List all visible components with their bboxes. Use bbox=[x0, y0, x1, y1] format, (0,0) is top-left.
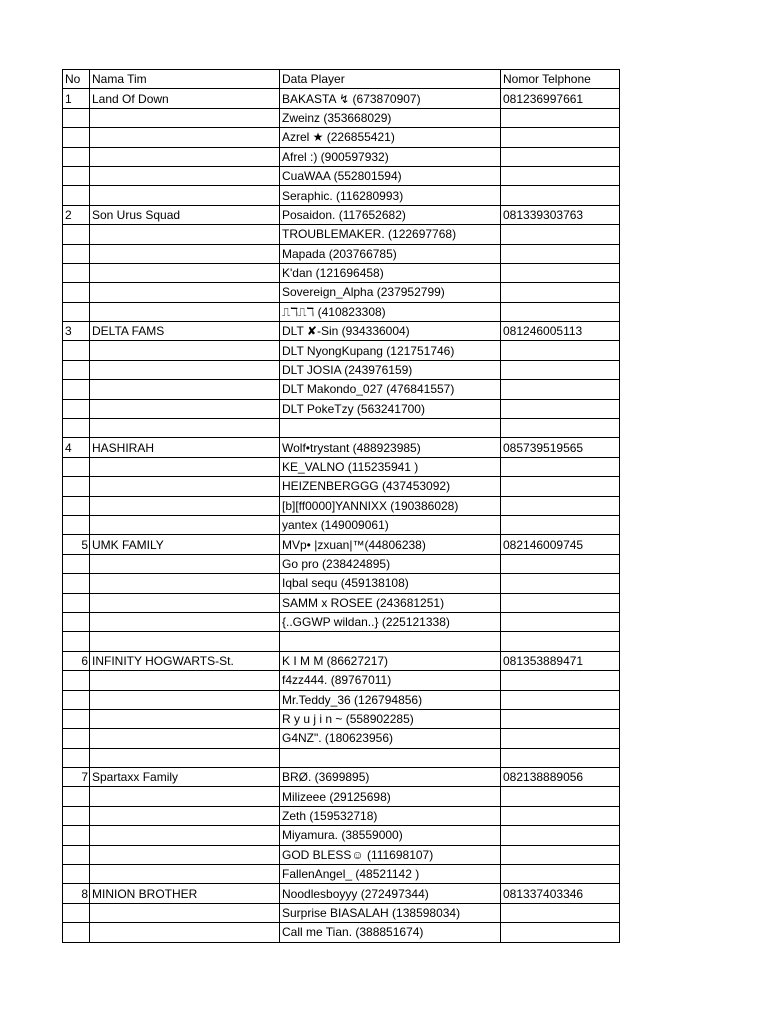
cell-no bbox=[63, 826, 90, 845]
table-row bbox=[63, 671, 620, 690]
cell-phone bbox=[501, 748, 620, 767]
cell-phone bbox=[501, 186, 620, 205]
table-row bbox=[63, 128, 620, 147]
table-row bbox=[63, 147, 620, 166]
cell-team-name bbox=[90, 225, 280, 244]
cell-player: FallenAngel_ (48521142 ) bbox=[280, 865, 501, 884]
cell-phone bbox=[501, 729, 620, 748]
cell-no bbox=[63, 748, 90, 767]
team-roster-table bbox=[62, 69, 620, 943]
cell-player: Iqbal sequ (459138108) bbox=[280, 574, 501, 593]
cell-phone bbox=[501, 477, 620, 496]
cell-player: G4NZ". (180623956) bbox=[280, 729, 501, 748]
cell-player: ⎍ℸ⎍ℸ (410823308) bbox=[280, 302, 501, 321]
cell-team-name bbox=[90, 574, 280, 593]
table-row bbox=[63, 748, 620, 767]
table-row bbox=[63, 709, 620, 728]
table-row bbox=[63, 380, 620, 399]
cell-no: 8 bbox=[63, 884, 90, 903]
cell-player: yantex (149009061) bbox=[280, 515, 501, 534]
cell-team-name bbox=[90, 632, 280, 651]
header-player-data: Data Player bbox=[280, 70, 501, 89]
cell-player: Mapada (203766785) bbox=[280, 244, 501, 263]
cell-phone bbox=[501, 302, 620, 321]
cell-phone bbox=[501, 380, 620, 399]
cell-no bbox=[63, 302, 90, 321]
cell-player: [b][ff0000]YANNIXX (190386028) bbox=[280, 496, 501, 515]
cell-team-name: Spartaxx Family bbox=[90, 768, 280, 787]
cell-team-name bbox=[90, 612, 280, 631]
cell-phone bbox=[501, 709, 620, 728]
cell-phone bbox=[501, 341, 620, 360]
cell-player: Sovereign_Alpha (237952799) bbox=[280, 283, 501, 302]
cell-team-name bbox=[90, 826, 280, 845]
cell-phone bbox=[501, 283, 620, 302]
cell-no bbox=[63, 806, 90, 825]
cell-phone: 082146009745 bbox=[501, 535, 620, 554]
table-row bbox=[63, 768, 620, 787]
cell-player: MVp• |zxuan|™(44806238) bbox=[280, 535, 501, 554]
cell-player: Go pro (238424895) bbox=[280, 554, 501, 573]
cell-player: K I M M (86627217) bbox=[280, 651, 501, 670]
cell-phone: 081353889471 bbox=[501, 651, 620, 670]
cell-phone bbox=[501, 147, 620, 166]
cell-player: Zeth (159532718) bbox=[280, 806, 501, 825]
cell-team-name: HASHIRAH bbox=[90, 438, 280, 457]
cell-no bbox=[63, 612, 90, 631]
cell-team-name bbox=[90, 380, 280, 399]
table-row bbox=[63, 923, 620, 942]
cell-no bbox=[63, 865, 90, 884]
cell-no bbox=[63, 515, 90, 534]
cell-player: HEIZENBERGGG (437453092) bbox=[280, 477, 501, 496]
cell-phone bbox=[501, 263, 620, 282]
cell-phone bbox=[501, 903, 620, 922]
cell-no: 3 bbox=[63, 322, 90, 341]
cell-player: Azrel ★ (226855421) bbox=[280, 128, 501, 147]
cell-phone bbox=[501, 574, 620, 593]
cell-phone bbox=[501, 457, 620, 476]
header-row bbox=[63, 70, 620, 89]
table-row bbox=[63, 903, 620, 922]
cell-team-name bbox=[90, 244, 280, 263]
cell-team-name: Land Of Down bbox=[90, 89, 280, 108]
header-no: No bbox=[63, 70, 90, 89]
cell-no bbox=[63, 671, 90, 690]
cell-team-name: MINION BROTHER bbox=[90, 884, 280, 903]
cell-team-name bbox=[90, 341, 280, 360]
table-row bbox=[63, 225, 620, 244]
cell-no bbox=[63, 166, 90, 185]
cell-team-name bbox=[90, 806, 280, 825]
cell-no bbox=[63, 729, 90, 748]
cell-phone: 081337403346 bbox=[501, 884, 620, 903]
cell-player: BAKASTA ↯ (673870907) bbox=[280, 89, 501, 108]
cell-player: KE_VALNO (115235941 ) bbox=[280, 457, 501, 476]
cell-player: Afrel :) (900597932) bbox=[280, 147, 501, 166]
cell-phone bbox=[501, 399, 620, 418]
cell-phone: 085739519565 bbox=[501, 438, 620, 457]
cell-player: TROUBLEMAKER. (122697768) bbox=[280, 225, 501, 244]
cell-team-name bbox=[90, 147, 280, 166]
cell-no bbox=[63, 709, 90, 728]
table-row bbox=[63, 612, 620, 631]
cell-team-name bbox=[90, 186, 280, 205]
cell-player: {..GGWP wildan..} (225121338) bbox=[280, 612, 501, 631]
table-row bbox=[63, 244, 620, 263]
cell-phone bbox=[501, 496, 620, 515]
cell-phone bbox=[501, 845, 620, 864]
table-row bbox=[63, 205, 620, 224]
cell-no: 7 bbox=[63, 768, 90, 787]
cell-no bbox=[63, 457, 90, 476]
cell-phone bbox=[501, 593, 620, 612]
cell-phone: 081246005113 bbox=[501, 322, 620, 341]
cell-no bbox=[63, 225, 90, 244]
cell-no bbox=[63, 787, 90, 806]
cell-team-name bbox=[90, 865, 280, 884]
table-row bbox=[63, 826, 620, 845]
cell-phone bbox=[501, 108, 620, 127]
cell-no: 4 bbox=[63, 438, 90, 457]
cell-team-name bbox=[90, 787, 280, 806]
cell-player: f4zz444. (89767011) bbox=[280, 671, 501, 690]
cell-phone bbox=[501, 128, 620, 147]
table-row bbox=[63, 438, 620, 457]
cell-team-name bbox=[90, 748, 280, 767]
cell-player: DLT ✘-Sin (934336004) bbox=[280, 322, 501, 341]
cell-player: Surprise BIASALAH (138598034) bbox=[280, 903, 501, 922]
table-row bbox=[63, 322, 620, 341]
table-row bbox=[63, 845, 620, 864]
cell-phone bbox=[501, 419, 620, 438]
table-row bbox=[63, 632, 620, 651]
cell-player: Zweinz (353668029) bbox=[280, 108, 501, 127]
table-row bbox=[63, 651, 620, 670]
table-row bbox=[63, 574, 620, 593]
cell-team-name bbox=[90, 166, 280, 185]
cell-phone bbox=[501, 865, 620, 884]
cell-team-name bbox=[90, 360, 280, 379]
cell-team-name bbox=[90, 554, 280, 573]
table-row bbox=[63, 89, 620, 108]
cell-player: GOD BLESS☺ (111698107) bbox=[280, 845, 501, 864]
cell-player: Call me Tian. (388851674) bbox=[280, 923, 501, 942]
cell-phone: 082138889056 bbox=[501, 768, 620, 787]
cell-no bbox=[63, 283, 90, 302]
cell-no bbox=[63, 593, 90, 612]
cell-no bbox=[63, 244, 90, 263]
cell-phone: 081236997661 bbox=[501, 89, 620, 108]
cell-player: Noodlesboyyy (272497344) bbox=[280, 884, 501, 903]
table-row bbox=[63, 399, 620, 418]
cell-team-name bbox=[90, 496, 280, 515]
cell-team-name bbox=[90, 128, 280, 147]
table-row bbox=[63, 554, 620, 573]
table-row bbox=[63, 419, 620, 438]
cell-player bbox=[280, 419, 501, 438]
cell-phone bbox=[501, 923, 620, 942]
cell-player: SAMM x ROSEE (243681251) bbox=[280, 593, 501, 612]
table-row bbox=[63, 263, 620, 282]
cell-phone bbox=[501, 244, 620, 263]
cell-phone bbox=[501, 826, 620, 845]
table-row bbox=[63, 302, 620, 321]
cell-phone bbox=[501, 806, 620, 825]
cell-team-name: INFINITY HOGWARTS-St. bbox=[90, 651, 280, 670]
cell-phone bbox=[501, 787, 620, 806]
cell-no bbox=[63, 554, 90, 573]
cell-player: DLT JOSIA (243976159) bbox=[280, 360, 501, 379]
cell-team-name bbox=[90, 923, 280, 942]
cell-no: 5 bbox=[63, 535, 90, 554]
cell-phone bbox=[501, 360, 620, 379]
table-row bbox=[63, 457, 620, 476]
cell-team-name bbox=[90, 729, 280, 748]
table-row bbox=[63, 535, 620, 554]
cell-team-name bbox=[90, 477, 280, 496]
cell-no bbox=[63, 147, 90, 166]
cell-team-name bbox=[90, 419, 280, 438]
cell-team-name: UMK FAMILY bbox=[90, 535, 280, 554]
table-body bbox=[63, 89, 620, 942]
cell-team-name bbox=[90, 690, 280, 709]
cell-phone bbox=[501, 225, 620, 244]
cell-player bbox=[280, 632, 501, 651]
cell-team-name: Son Urus Squad bbox=[90, 205, 280, 224]
table-row bbox=[63, 787, 620, 806]
cell-team-name bbox=[90, 302, 280, 321]
cell-player: DLT NyongKupang (121751746) bbox=[280, 341, 501, 360]
cell-no bbox=[63, 477, 90, 496]
cell-player: DLT PokeTzy (563241700) bbox=[280, 399, 501, 418]
cell-team-name: DELTA FAMS bbox=[90, 322, 280, 341]
cell-team-name bbox=[90, 845, 280, 864]
table-row bbox=[63, 865, 620, 884]
table-row bbox=[63, 166, 620, 185]
table-row bbox=[63, 515, 620, 534]
cell-no bbox=[63, 845, 90, 864]
table-row bbox=[63, 108, 620, 127]
table-row bbox=[63, 593, 620, 612]
table-row bbox=[63, 341, 620, 360]
cell-no bbox=[63, 380, 90, 399]
cell-player: R y u j i n ~ (558902285) bbox=[280, 709, 501, 728]
cell-no: 1 bbox=[63, 89, 90, 108]
cell-team-name bbox=[90, 593, 280, 612]
cell-player: Miyamura. (38559000) bbox=[280, 826, 501, 845]
cell-phone bbox=[501, 690, 620, 709]
table-row bbox=[63, 477, 620, 496]
cell-no: 2 bbox=[63, 205, 90, 224]
cell-no bbox=[63, 108, 90, 127]
table-row bbox=[63, 186, 620, 205]
cell-no bbox=[63, 186, 90, 205]
table-row bbox=[63, 806, 620, 825]
table-row bbox=[63, 360, 620, 379]
cell-team-name bbox=[90, 903, 280, 922]
cell-team-name bbox=[90, 457, 280, 476]
cell-no bbox=[63, 419, 90, 438]
header-team-name: Nama Tim bbox=[90, 70, 280, 89]
cell-player bbox=[280, 748, 501, 767]
cell-no bbox=[63, 632, 90, 651]
cell-team-name bbox=[90, 283, 280, 302]
cell-team-name bbox=[90, 709, 280, 728]
cell-no: 6 bbox=[63, 651, 90, 670]
table-row bbox=[63, 690, 620, 709]
cell-no bbox=[63, 496, 90, 515]
cell-no bbox=[63, 341, 90, 360]
cell-team-name bbox=[90, 515, 280, 534]
cell-player: Milizeee (29125698) bbox=[280, 787, 501, 806]
cell-no bbox=[63, 128, 90, 147]
cell-phone bbox=[501, 632, 620, 651]
header-phone-number: Nomor Telphone bbox=[501, 70, 620, 89]
table-row bbox=[63, 283, 620, 302]
cell-no bbox=[63, 360, 90, 379]
cell-no bbox=[63, 574, 90, 593]
cell-phone bbox=[501, 166, 620, 185]
cell-team-name bbox=[90, 263, 280, 282]
cell-phone: 081339303763 bbox=[501, 205, 620, 224]
table-row bbox=[63, 729, 620, 748]
cell-phone bbox=[501, 612, 620, 631]
cell-no bbox=[63, 690, 90, 709]
cell-player: BRØ. (3699895) bbox=[280, 768, 501, 787]
cell-phone bbox=[501, 515, 620, 534]
cell-no bbox=[63, 903, 90, 922]
cell-player: Mr.Teddy_36 (126794856) bbox=[280, 690, 501, 709]
cell-team-name bbox=[90, 671, 280, 690]
cell-player: DLT Makondo_027 (476841557) bbox=[280, 380, 501, 399]
table-row bbox=[63, 884, 620, 903]
cell-team-name bbox=[90, 399, 280, 418]
cell-no bbox=[63, 923, 90, 942]
cell-player: Wolf•trystant (488923985) bbox=[280, 438, 501, 457]
cell-no bbox=[63, 399, 90, 418]
cell-player: K'dan (121696458) bbox=[280, 263, 501, 282]
cell-player: CuaWAA (552801594) bbox=[280, 166, 501, 185]
cell-player: Seraphic. (116280993) bbox=[280, 186, 501, 205]
cell-phone bbox=[501, 671, 620, 690]
cell-no bbox=[63, 263, 90, 282]
cell-phone bbox=[501, 554, 620, 573]
cell-player: Posaidon. (117652682) bbox=[280, 205, 501, 224]
table-row bbox=[63, 496, 620, 515]
cell-team-name bbox=[90, 108, 280, 127]
